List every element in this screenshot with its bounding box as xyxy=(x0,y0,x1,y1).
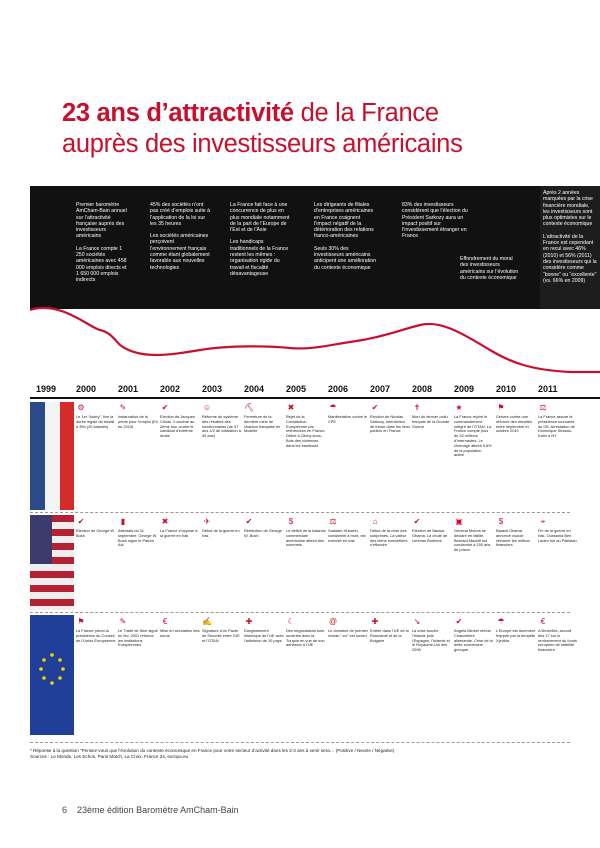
row-separator xyxy=(30,742,570,743)
title-line2: auprès des investisseurs américains xyxy=(62,130,463,158)
event-icon: $ xyxy=(288,517,294,526)
event-europe-2002: € Mise en circulation des euros xyxy=(160,617,200,638)
event-icon: ✍ xyxy=(202,617,212,626)
year-label: 1999 xyxy=(36,384,57,394)
europe-flag xyxy=(30,615,74,735)
event-usa-2009: ▣ General Motors se déclare en faillite. Bernard Madoff est condamné à 150 ans de prison xyxy=(454,517,491,553)
event-icon: ⌖ xyxy=(540,517,546,526)
event-europe-2006: @ Le domaine de premier niveau “.eu” est ouvert xyxy=(328,617,369,638)
event-france-2007: ✔ Election de Nicolas Sarkozy. Interdiction de fumer dans les lieux publics en France xyxy=(370,403,411,434)
event-france-2005: ✖ Rejet de la Constitution Européenne par référendum en France. Début à Clichy-sous-Bois des violences dans les banlieues xyxy=(286,403,326,448)
event-europe-2000: ⚑ La France prend la présidence du Conseil de l’Union Européenne xyxy=(76,617,116,643)
event-icon: ⌂ xyxy=(372,517,378,526)
event-icon: ☂ xyxy=(497,617,505,626)
event-icon: ✝ xyxy=(413,403,421,412)
curve-line xyxy=(30,308,600,372)
band-text: Les handicaps traditionnels de la France restent les mêmes : organisation rigide du travail et fiscalité désavantageuse xyxy=(230,239,289,277)
event-icon: ☺ xyxy=(202,403,212,412)
event-europe-2011: € A Bruxelles, accord des 17 sur le renforcement du fonds européen de stabilité financière xyxy=(538,617,577,653)
band-col-6 xyxy=(460,256,520,287)
band-col-5 xyxy=(402,202,474,246)
year-label: 2006 xyxy=(328,384,349,394)
event-europe-2005: ☾ Des négociations sont ouvertes avec la Turquie en vue de son adhésion à l’UE xyxy=(286,617,325,648)
year-label: 2002 xyxy=(160,384,181,394)
edition-label: 23ème édition Baromètre AmCham-Bain xyxy=(77,805,239,815)
event-icon: ✔ xyxy=(371,403,379,412)
event-france-2002: ✔ Election de Jacques Chirac. Il accède au 2ème tour contre le candidat d’extrême droite xyxy=(160,403,195,439)
band-text: La France compte 1 250 sociétés américaines avec 458 000 emplois directs et 1 650 000 emplois indirects xyxy=(76,245,127,284)
years-axis xyxy=(30,384,600,396)
band-col-4 xyxy=(314,202,378,277)
event-icon: ⚑ xyxy=(77,617,85,626)
event-usa-2010: $ Barack Obama annonce vouloir réformer les milieux financiers xyxy=(496,517,530,548)
band-text: Seuls 30% des investisseurs américains anticipent une amélioration du contexte économique xyxy=(314,245,377,271)
event-icon: ✖ xyxy=(287,403,295,412)
france-flag xyxy=(30,402,74,510)
event-europe-2007: ✚ Entrée dans l’UE de la Roumanie et de la Bulgarie xyxy=(370,617,409,643)
event-icon: ☂ xyxy=(329,403,337,412)
event-usa-2002: ✖ La France s’oppose à la guerre en Irak xyxy=(160,517,198,538)
event-france-2003: ☺ Réforme du système des retraites des fonctionnaires (de 37 ans 1/2 de cotisation à 40 ans) xyxy=(202,403,241,439)
band-text: La France fait face à une concurrence de plus en plus mondiale notamment de la part de l’Europe de l’Est et de l’Asie xyxy=(230,202,290,234)
band-text: L’attractivité de la France est cependant en recul avec 46% (2010) et 56% (2011) des investisseurs qui la considère comme “bonne” ou “excellente” (vs. 66% en 2009) xyxy=(543,233,597,284)
year-label: 2011 xyxy=(538,384,558,394)
event-france-2010: ⚑ Grèves contre une réforme des retraites entre septembre et octobre 2010 xyxy=(496,403,532,434)
event-icon: ↘ xyxy=(413,617,421,626)
event-usa-2003: ✈ Début de la guerre en Irak xyxy=(202,517,240,538)
event-icon: ☾ xyxy=(287,617,295,626)
event-icon: ✔ xyxy=(77,517,85,526)
band-text: Les sociétés américaines perçoivent l’environnement français comme étant globalement favorable aux nouvelles technologies xyxy=(150,233,210,271)
event-europe-2004: ✚ Elargissement historique de l’UE avec l’adhésion de 10 pays xyxy=(244,617,284,643)
event-usa-2004: ✔ Réélection de George W. Bush xyxy=(244,517,282,538)
event-france-2004: ⛏ Fermeture de la dernière mine de charbon française en Moselle xyxy=(244,403,281,434)
event-icon: @ xyxy=(328,617,338,626)
event-icon: € xyxy=(540,617,546,626)
band-col-2 xyxy=(150,202,210,277)
event-icon: ⚖ xyxy=(329,517,337,526)
page-footer xyxy=(62,805,239,815)
footnote xyxy=(30,748,570,760)
sources-line: Sources : Le Monde, Les Echos, Paris Match, La Croix, France 24, europa.eu xyxy=(30,754,189,759)
timeline-axis xyxy=(30,397,600,399)
year-label: 2000 xyxy=(76,384,97,394)
event-icon: ⚑ xyxy=(497,403,505,412)
event-usa-2008: ✔ Election de Barack Obama. La chute de Lehman Brothers xyxy=(412,517,448,543)
band-text: Premier baromètre AmCham-Bain annuel sur l’attractivité française auprès des investisseurs américains xyxy=(76,202,127,240)
event-usa-2006: ⚖ Saddam Hussein, condamné à mort, est exécuté en Irak xyxy=(328,517,366,543)
event-usa-2005: $ Le déficit de la balance commerciale américaine atteint des sommets xyxy=(286,517,326,548)
band-col-3 xyxy=(230,202,290,283)
year-label: 2003 xyxy=(202,384,223,394)
row-separator xyxy=(30,512,570,513)
title-bold: 23 ans d’attractivité xyxy=(62,99,294,127)
event-icon: ⚖ xyxy=(539,403,547,412)
band-col-1 xyxy=(76,202,128,290)
event-icon: ▣ xyxy=(455,517,463,526)
event-icon: ⚙ xyxy=(77,403,85,412)
event-icon: ✎ xyxy=(119,617,127,626)
year-label: 2005 xyxy=(286,384,307,394)
band-text: 83% des investisseurs considèrent que l’élection du Président Sarkozy aura un impact positif sur l’investissement étranger en France xyxy=(402,202,468,240)
event-usa-2011: ⌖ Fin de la guerre en Irak. Oussama Ben Laden tué au Pakistan xyxy=(538,517,577,543)
year-label: 2004 xyxy=(244,384,265,394)
band-col-7 xyxy=(540,186,600,309)
event-icon: ✈ xyxy=(203,517,211,526)
event-icon: ⛏ xyxy=(244,403,255,412)
summary-band xyxy=(30,186,600,309)
title-rest: de la France xyxy=(293,99,439,127)
year-label: 2007 xyxy=(370,384,391,394)
attractiveness-curve xyxy=(30,300,600,390)
year-label: 2008 xyxy=(412,384,433,394)
event-icon: ✔ xyxy=(161,403,169,412)
event-icon: ✎ xyxy=(119,403,127,412)
band-text: Après 2 années marquées par la crise financière mondiale, les investisseurs sont plus optimistes sur le contexte économique xyxy=(543,190,593,228)
year-label: 2010 xyxy=(496,384,517,394)
row-separator xyxy=(30,612,570,613)
page-title xyxy=(62,98,582,160)
event-icon: € xyxy=(162,617,168,626)
event-europe-2008: ↘ La crise touche l’Irlande puis l’Espagne, l’Islande et le Royaume-Uni dès 2008 xyxy=(412,617,450,653)
event-icon: ✔ xyxy=(455,617,463,626)
band-text: Effondrement du moral des investisseurs américains sur l’évolution du contexte économique xyxy=(460,256,519,281)
event-europe-2009: ✔ Angela Merkel réélue Chancelière allemande. Crise de la dette souveraine grecque xyxy=(454,617,493,653)
event-icon: ✔ xyxy=(245,517,253,526)
event-france-2000: ⚙ Le 1er “Aubry”, fixe la durée légale du travail à 35h (20 salariés) xyxy=(76,403,115,429)
event-usa-2000: ✔ Election de George W. Bush xyxy=(76,517,115,538)
event-france-2006: ☂ Manifestation contre le CPE xyxy=(328,403,368,424)
event-icon: ✚ xyxy=(371,617,379,626)
usa-flag xyxy=(30,515,74,610)
event-icon: ✚ xyxy=(245,617,253,626)
event-icon: ✔ xyxy=(413,517,421,526)
event-europe-2001: ✎ Le Traité de Nice signé en fév. 2001 réforme les institutions Européennes xyxy=(118,617,158,648)
event-france-2011: ⚖ La France assure la présidence tournante du G8. Arrestation de Dominique Strauss-Kahn à NY xyxy=(538,403,575,439)
band-text: Les dirigeants de filiales d’entreprises américaines en France craignent l’impact négatif de la détérioration des relations franco-américaines xyxy=(314,202,374,240)
event-icon: ▮ xyxy=(120,517,126,526)
event-france-2008: ✝ Mort du dernier poilu français de la Grande Guerre xyxy=(412,403,450,429)
event-icon: $ xyxy=(498,517,504,526)
event-france-2001: ✎ Instauration de la prime pour l’emploi (En en 2015) xyxy=(118,403,159,429)
year-label: 2009 xyxy=(454,384,475,394)
event-usa-2007: ⌂ Début de la crise des subprimes. La valeur des biens immobiliers s’effondre xyxy=(370,517,408,548)
event-europe-2003: ✍ Signature d’un Pacte de Sécurité entre l’UE et l’OTAN xyxy=(202,617,240,643)
band-text: 45% des sociétés n’ont pas créé d’emplois suite à l’application de la loi sur les 35 heures xyxy=(150,202,210,227)
event-usa-2001: ▮ Attentats du 11 septembre. George W. Bush signe le Patriot Act xyxy=(118,517,158,548)
event-france-2009: ★ La France rejoint le commandement intégré de l’OTAN. La France compte plus de 32 millions d’internautes. Le chômage atteint 9,6% de la population active xyxy=(454,403,492,458)
page-number: 6 xyxy=(62,805,68,815)
event-europe-2010: ☂ L’Europe est durement frappée par la tempête Xynthia xyxy=(496,617,536,643)
event-icon: ★ xyxy=(455,403,463,412)
event-icon: ✖ xyxy=(161,517,169,526)
footnote-line: * Réponse à la question “Pensez-vous que l’évolution du contexte économique en France pour votre secteur d’activité dans les 2-3 ans à venir sera… (Positive / Neutre / Négative) xyxy=(30,748,395,753)
year-label: 2001 xyxy=(118,384,139,394)
